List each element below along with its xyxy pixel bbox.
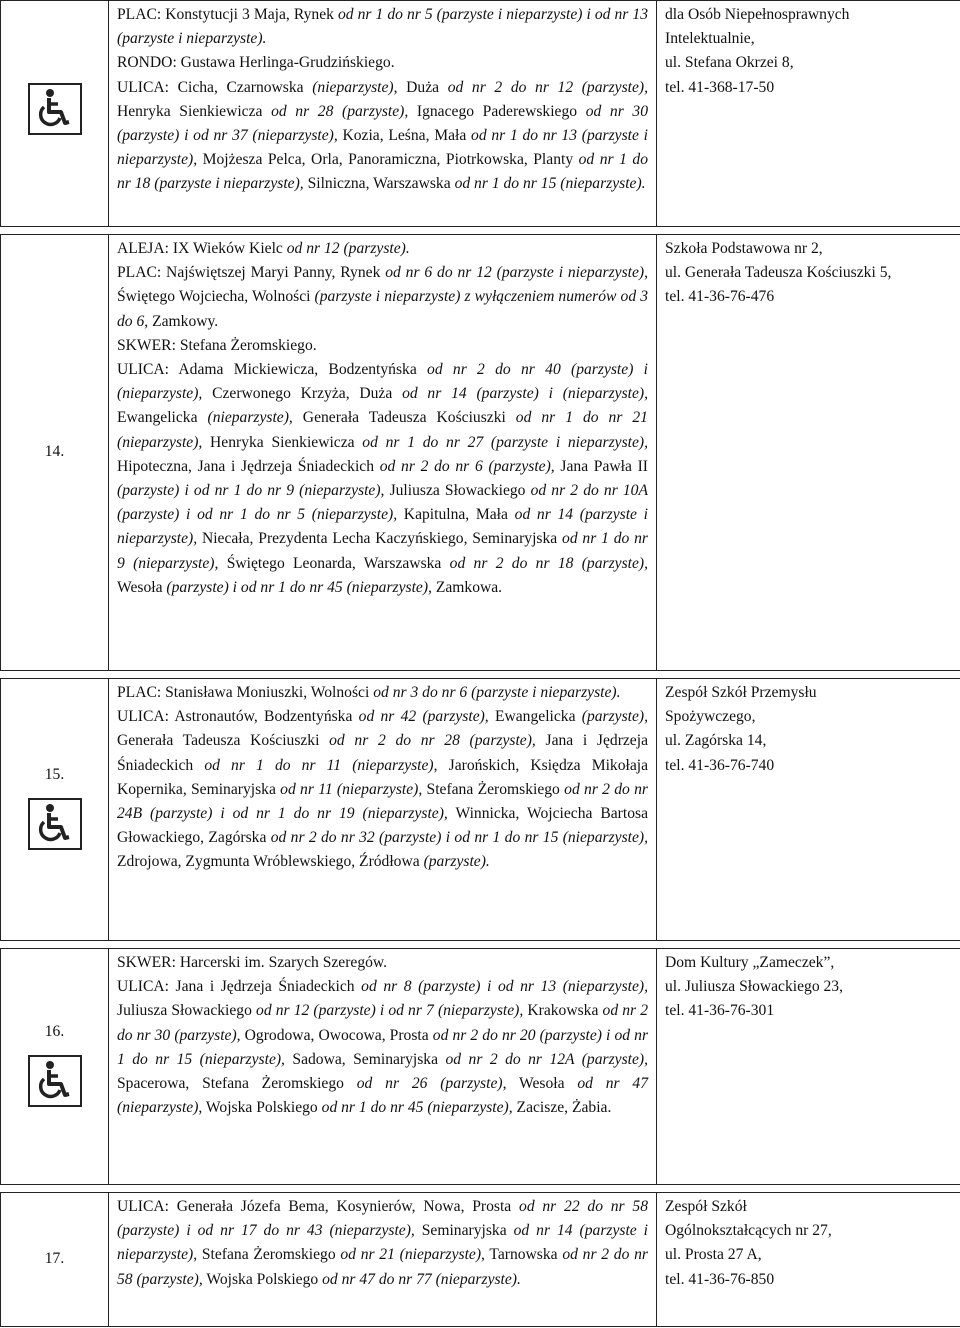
street-names: Zamkowy. (148, 312, 219, 330)
district-number: 15. (44, 766, 65, 784)
street-type-label: PLAC: (117, 264, 162, 282)
street-type-label: ALEJA: (117, 240, 169, 257)
street-names: Juliusza Słowackiego (384, 482, 531, 500)
district-number: 17. (44, 1250, 65, 1268)
row-separator (1, 671, 960, 679)
row-separator (1, 941, 960, 949)
polling-station-line: ul. Zagórska 14, (665, 732, 767, 750)
street-names: Jana i Jędrzeja Śniadeckich (168, 978, 362, 996)
polling-station-line: ul. Generała Tadeusza Kościuszki 5, (665, 264, 892, 282)
house-number-range: od nr 1 do nr 27 (parzyste i nieparzyste), (362, 433, 648, 451)
row-separator-cell (1, 941, 960, 949)
street-names: Tarnowska (484, 1246, 563, 1264)
polling-station-line: tel. 41-36-76-301 (665, 1002, 775, 1020)
street-names: Czerwonego Krzyża, Duża (202, 385, 403, 403)
street-type-label: ULICA: (117, 708, 169, 726)
street-group (117, 705, 648, 874)
street-names: Generała Tadeusza Kościuszki (117, 732, 330, 750)
house-number-range: od nr 1 do nr 11 (nieparzyste), (204, 756, 438, 774)
street-names: Krakowska (523, 1002, 603, 1020)
house-number-range: od nr 2 do nr 20 (parzyste) i od nr 1 do nr 15 (nieparzyste), (117, 1026, 649, 1068)
polling-station-line: ul. Juliusza Słowackiego 23, (665, 978, 844, 996)
house-number-range: od nr 1 do nr 15 (nieparzyste). (454, 175, 646, 193)
district-number: 16. (44, 1023, 65, 1041)
street-names: Sadowa, Seminaryjska (284, 1050, 446, 1068)
street-names: Ignacego Paderewskiego (408, 102, 586, 120)
street-names: Stefana Żeromskiego (422, 780, 565, 798)
street-names: Henryka Sienkiewicza (202, 433, 363, 451)
house-number-range: od nr 2 do nr 10A (parzyste) i od nr 1 do nr 5 (nieparzyste), (117, 482, 649, 524)
house-number-range: od nr 8 (parzyste) i od nr 13 (nieparzyste), (361, 978, 648, 996)
street-group (117, 237, 648, 261)
street-names: Ewangelicka (117, 409, 208, 427)
house-number-range: od nr 12 (parzyste). (286, 240, 410, 257)
street-names: Wesoła (117, 578, 167, 596)
polling-station-line: ul. Prosta 27 A, (665, 1246, 762, 1264)
street-group (117, 51, 648, 75)
district-number-cell (1, 1, 109, 227)
street-names: Duża (397, 78, 448, 96)
district-number-cell (1, 1193, 109, 1327)
street-type-label: ULICA: (117, 1198, 169, 1215)
house-number-range: (parzyste) i od nr 1 do nr 9 (nieparzyste), (117, 482, 385, 500)
street-names: Zacisze, Żabia. (512, 1099, 612, 1117)
house-number-range: od nr 2 do nr 40 (parzyste) i (nieparzyste), (117, 361, 648, 403)
street-names: Gustawa Herlinga-Grudzińskiego. (176, 54, 395, 72)
district-number-cell (1, 949, 109, 1185)
street-group (117, 76, 648, 197)
street-names: Stanisława Moniuszki, Wolności (161, 684, 374, 701)
house-number-range: od nr 2 do nr 58 (parzyste), (117, 1246, 649, 1288)
street-names: IX Wieków Kielc (168, 240, 287, 257)
house-number-range: od nr 1 do nr 45 (nieparzyste), (321, 1099, 513, 1117)
house-number-range: (parzyste i nieparzyste) z wyłączeniem numerów od 3 do 6, (117, 288, 648, 330)
street-names: Świętego Leonarda, Warszawska (218, 554, 450, 572)
house-number-range: od nr 14 (parzyste i nieparzyste), (117, 506, 648, 548)
wheelchair-icon (28, 798, 82, 850)
street-type-label: ULICA: (117, 361, 169, 379)
street-names: Generała Tadeusza Kościuszki (292, 409, 516, 427)
house-number-range: od nr 1 do nr 18 (parzyste i nieparzyste), (117, 151, 648, 193)
table-row (1, 1193, 960, 1327)
row-separator (1, 227, 960, 235)
house-number-range: (parzyste) i od nr 1 do nr 45 (nieparzyste), (166, 578, 432, 596)
street-names: Jana i Jędrzeja Śniadeckich (117, 732, 648, 774)
street-names: Zdrojowa, Zygmunta Wróblewskiego, Źródłowa (117, 853, 424, 871)
street-type-label: RONDO: (117, 54, 177, 72)
house-number-range: (nieparzyste), (312, 78, 398, 96)
street-group (117, 1195, 648, 1292)
wheelchair-icon (28, 83, 82, 135)
district-number: 14. (44, 443, 65, 461)
street-group (117, 261, 648, 334)
row-separator-cell (1, 671, 960, 679)
street-names: Jana Pawła II (554, 457, 649, 475)
table-row (1, 235, 960, 671)
house-number-range: od nr 28 (parzyste), (271, 102, 409, 120)
street-type-label: SKWER: (117, 954, 176, 971)
streets-cell (109, 1, 657, 227)
street-names: Najświętszej Maryi Panny, Rynek (161, 264, 386, 282)
street-names: Astronautów, Bodzentyńska (168, 708, 359, 726)
street-group (117, 951, 648, 975)
polling-station-line: tel. 41-36-76-740 (665, 756, 775, 774)
house-number-range: od nr 2 do nr 28 (parzyste), (329, 732, 536, 750)
districts-table-body (1, 1, 960, 1327)
streets-cell (109, 1193, 657, 1327)
house-number-range: od nr 11 (nieparzyste), (280, 780, 423, 798)
street-names: Adama Mickiewicza, Bodzentyńska (168, 361, 428, 379)
polling-station-line: Zespół Szkół Przemysłu (665, 684, 817, 701)
polling-station-line: Intelektualnie, (665, 30, 755, 48)
street-type-label: ULICA: (117, 978, 169, 996)
district-number-cell (1, 235, 109, 671)
street-type-label: SKWER: (117, 336, 176, 354)
polling-station-cell (657, 235, 960, 671)
polling-station-line: Szkoła Podstawowa nr 2, (665, 240, 823, 257)
house-number-range: od nr 1 do nr 9 (nieparzyste), (117, 530, 648, 572)
house-number-range: od nr 2 do nr 32 (parzyste) i od nr 1 do nr 15 (nieparzyste), (270, 829, 649, 847)
street-names: Stefana Żeromskiego (197, 1246, 341, 1264)
polling-station-line: tel. 41-368-17-50 (665, 78, 775, 96)
table-row (1, 679, 960, 941)
district-number-cell (1, 679, 109, 941)
house-number-range: od nr 42 (parzyste), (358, 708, 489, 726)
street-names: Generała Józefa Bema, Kosynierów, Nowa, Prosta (168, 1198, 520, 1215)
house-number-range: od nr 14 (parzyste) i (nieparzyste), (402, 385, 649, 403)
house-number-range: od nr 30 (parzyste) i od nr 37 (nieparzyste), (117, 102, 648, 145)
row-separator-cell (1, 1185, 960, 1193)
polling-station-line: ul. Stefana Okrzei 8, (665, 54, 794, 72)
street-names: Wojska Polskiego (202, 1270, 323, 1288)
street-names: Niecała, Prezydenta Lecha Kaczyńskiego, Seminaryjska (197, 530, 563, 548)
street-names: Wojska Polskiego (202, 1099, 322, 1117)
house-number-range: od nr 3 do nr 6 (parzyste i nieparzyste). (373, 684, 621, 701)
house-number-range: od nr 1 do nr 5 (parzyste i nieparzyste) i od nr 13 (parzyste i nieparzyste). (117, 6, 648, 48)
house-number-range: od nr 47 do nr 77 (nieparzyste). (322, 1270, 521, 1288)
house-number-range: od nr 47 (nieparzyste), (117, 1075, 648, 1117)
street-names: Seminaryjska (414, 1222, 514, 1240)
polling-station-line: Zespół Szkół (665, 1198, 747, 1215)
street-names: Spacerowa, Stefana Żeromskiego (117, 1075, 357, 1093)
polling-station-line: dla Osób Niepełnosprawnych (665, 6, 850, 23)
house-number-range: od nr 2 do nr 24B (parzyste) i od nr 1 do nr 19 (nieparzyste), (117, 780, 648, 823)
street-names: Silniczna, Warszawska (303, 175, 455, 193)
polling-station-line: Spożywczego, (665, 708, 756, 726)
street-names: Juliusza Słowackiego (117, 1002, 257, 1020)
polling-station-cell (657, 949, 960, 1185)
street-group (117, 334, 648, 358)
street-names: Henryka Sienkiewicza (117, 102, 272, 120)
polling-station-cell (657, 1, 960, 227)
table-row (1, 1, 960, 227)
street-names: Winnicka, Wojciecha Bartosa Głowackiego, Zagórska (117, 805, 648, 847)
street-names: Hipoteczna, Jana i Jędrzeja Śniadeckich (117, 457, 380, 475)
street-names: Cicha, Czarnowska (168, 78, 313, 96)
street-names: Kozia, Leśna, Mała (337, 127, 472, 145)
street-names: Harcerski im. Szarych Szeregów. (175, 954, 388, 971)
street-names: Jarońskich, Księdza Mikołaja Kopernika, Seminaryjska (117, 756, 649, 798)
streets-cell (109, 949, 657, 1185)
house-number-range: od nr 21 (nieparzyste), (340, 1246, 485, 1264)
street-names: Świętego Wojciecha, Wolności (117, 288, 315, 306)
house-number-range: od nr 2 do nr 12A (parzyste), (445, 1050, 648, 1068)
house-number-range: (parzyste), (581, 708, 649, 726)
house-number-range: od nr 2 do nr 30 (parzyste), (117, 1002, 648, 1044)
table-row (1, 949, 960, 1185)
house-number-range: od nr 2 do nr 6 (parzyste), (379, 457, 555, 475)
house-number-range: (parzyste). (423, 853, 490, 871)
polling-station-cell (657, 679, 960, 941)
street-names: Mojżesza Pelca, Orla, Panoramiczna, Piotrkowska, Planty (197, 151, 579, 169)
house-number-range: od nr 2 do nr 18 (parzyste), (449, 554, 648, 572)
streets-cell (109, 235, 657, 671)
street-group (117, 681, 648, 705)
house-number-range: od nr 1 do nr 13 (parzyste i nieparzyste), (117, 127, 648, 169)
house-number-range: od nr 12 (parzyste) i od nr 7 (nieparzyste), (256, 1002, 524, 1020)
street-type-label: ULICA: (117, 78, 169, 96)
row-separator (1, 1185, 960, 1193)
polling-station-line: Dom Kultury „Zameczek”, (665, 954, 835, 971)
street-group (117, 3, 648, 51)
polling-station-line: Ogólnokształcących nr 27, (665, 1222, 832, 1240)
street-names: Stefana Żeromskiego. (175, 336, 317, 354)
street-names: Ewangelicka (488, 708, 582, 726)
street-names: Ogrodowa, Owocowa, Prosta (240, 1026, 433, 1044)
polling-station-line: tel. 41-36-76-850 (665, 1270, 775, 1288)
street-names: Zamkowa. (431, 578, 503, 596)
street-names: Konstytucji 3 Maja, Rynek (161, 6, 338, 23)
house-number-range: od nr 1 do nr 21 (nieparzyste), (117, 409, 648, 451)
house-number-range: (nieparzyste), (207, 409, 293, 427)
wheelchair-icon (28, 1055, 82, 1107)
house-number-range: od nr 6 do nr 12 (parzyste i nieparzyste), (385, 264, 648, 282)
house-number-range: od nr 2 do nr 12 (parzyste), (447, 78, 649, 96)
streets-cell (109, 679, 657, 941)
house-number-range: od nr 26 (parzyste), (356, 1075, 507, 1093)
row-separator-cell (1, 227, 960, 235)
street-names: Wesoła (506, 1075, 578, 1093)
polling-station-line: tel. 41-36-76-476 (665, 288, 775, 306)
street-type-label: PLAC: (117, 6, 162, 23)
house-number-range: od nr 22 do nr 58 (parzyste) i od nr 17 do nr 43 (nieparzyste), (117, 1198, 648, 1240)
street-group (117, 975, 648, 1120)
street-type-label: PLAC: (117, 684, 162, 701)
polling-station-cell (657, 1193, 960, 1327)
house-number-range: od nr 14 (parzyste i nieparzyste), (117, 1222, 649, 1264)
street-group (117, 358, 648, 600)
street-names: Kapitulna, Mała (397, 506, 515, 524)
